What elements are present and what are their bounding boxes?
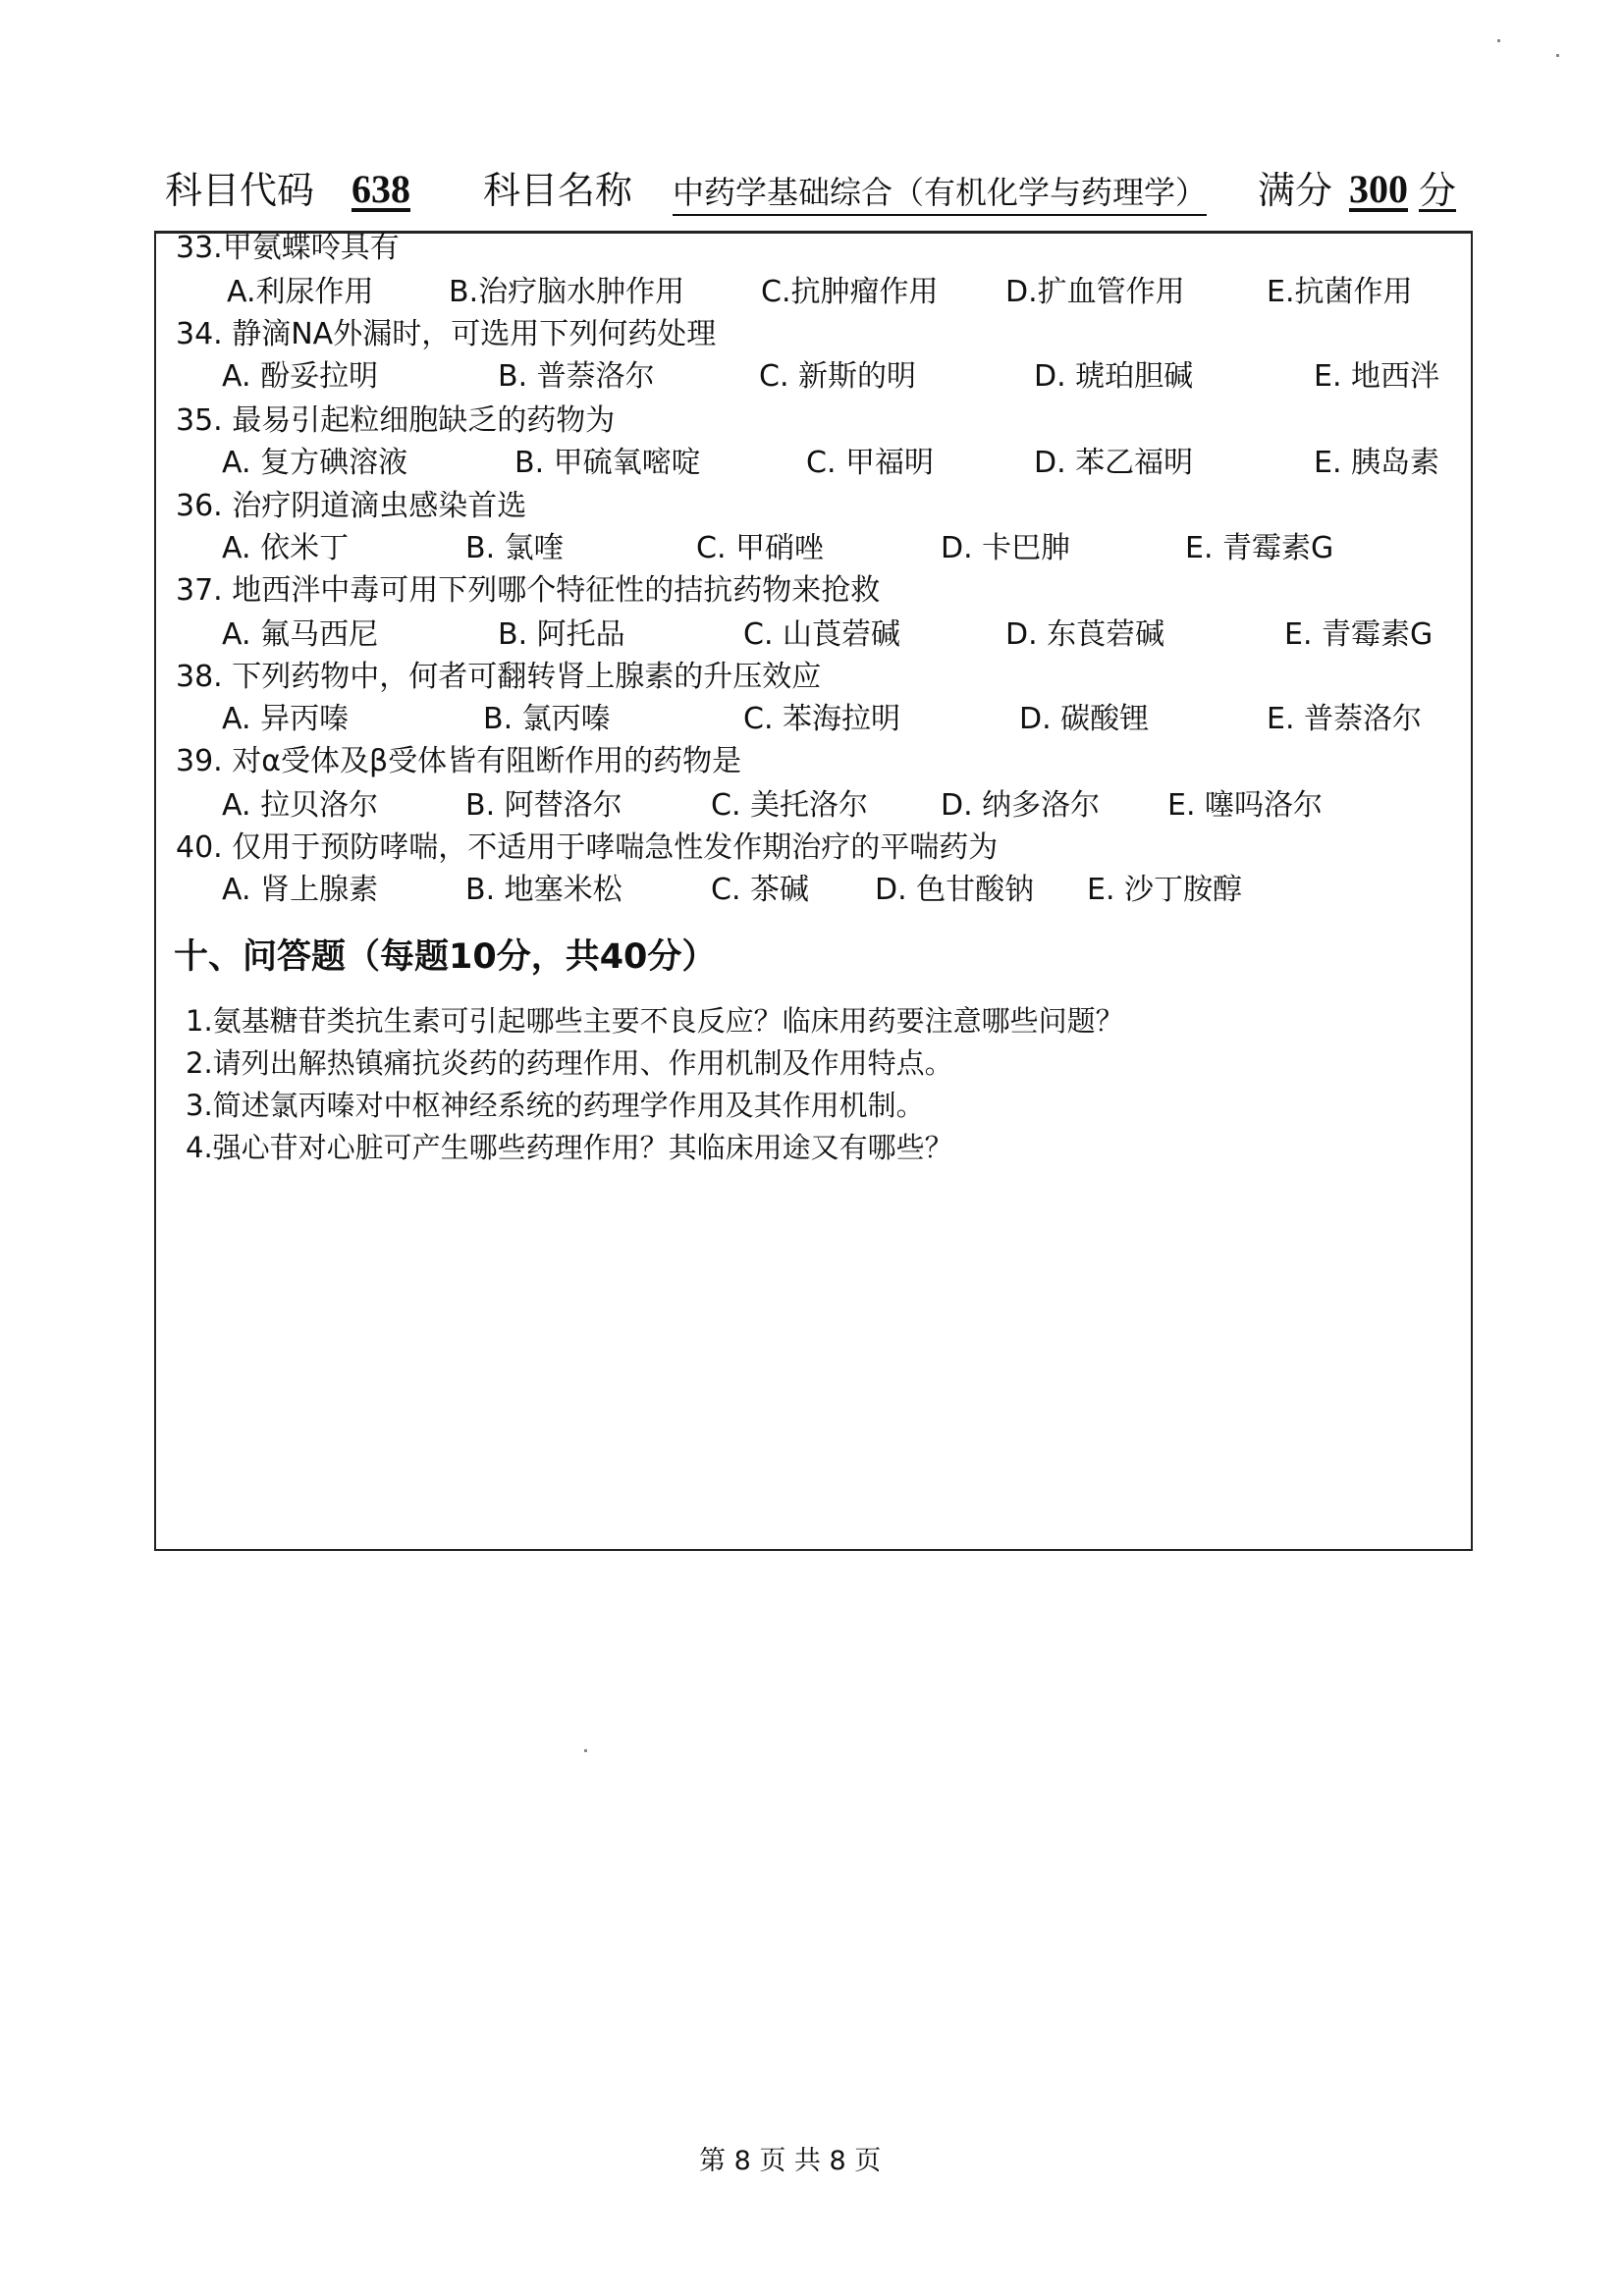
question-stem: 36. 治疗阴道滴虫感染首选 xyxy=(176,489,527,523)
subject-name: 中药学基础综合（有机化学与药理学） xyxy=(673,177,1207,216)
answer-option: A. 酚妥拉明 xyxy=(222,359,379,394)
answer-option: C. 茶碱 xyxy=(711,873,810,907)
answer-option: B. 普萘洛尔 xyxy=(498,359,655,394)
answer-option: A.利尿作用 xyxy=(227,275,374,309)
answer-option: D. 苯乙福明 xyxy=(1034,446,1194,480)
answer-option: A. 异丙嗪 xyxy=(222,702,350,736)
full-score-unit: 分 xyxy=(1419,169,1457,212)
answer-option: E. 青霉素G xyxy=(1185,531,1334,565)
answer-option: C. 苯海拉明 xyxy=(743,702,901,736)
answer-option: B. 阿托品 xyxy=(498,617,625,652)
answer-option: B. 甲硫氧嘧啶 xyxy=(514,446,701,480)
answer-option: E. 胰岛素 xyxy=(1314,446,1440,480)
answer-option: B. 地塞米松 xyxy=(465,873,622,907)
answer-option: B. 阿替洛尔 xyxy=(465,788,622,823)
answer-option: E. 地西泮 xyxy=(1314,359,1440,394)
question-stem: 37. 地西泮中毒可用下列哪个特征性的拮抗药物来抢救 xyxy=(176,573,881,608)
answer-option: D. 卡巴胂 xyxy=(941,531,1071,565)
full-score-label: 满分 xyxy=(1258,169,1333,212)
essay-question: 4.强心苷对心脏可产生哪些药理作用？其临床用途又有哪些？ xyxy=(186,1131,953,1164)
answer-option: B.治疗脑水肿作用 xyxy=(449,275,685,309)
essay-question: 1.氨基糖苷类抗生素可引起哪些主要不良反应？临床用药要注意哪些问题？ xyxy=(186,1004,1124,1038)
answer-option: B. 氯喹 xyxy=(465,531,564,565)
question-stem: 35. 最易引起粒细胞缺乏的药物为 xyxy=(176,403,616,438)
full-score: 300 xyxy=(1349,167,1408,211)
subject-code-label: 科目代码 xyxy=(165,169,315,212)
answer-option: A. 依米丁 xyxy=(222,531,350,565)
scan-speck xyxy=(584,1749,587,1752)
scan-speck xyxy=(1556,54,1559,57)
answer-option: E.抗菌作用 xyxy=(1267,275,1413,309)
answer-option: E. 普萘洛尔 xyxy=(1267,702,1423,736)
answer-option: A. 氟马西尼 xyxy=(222,617,379,652)
answer-option: D. 碳酸锂 xyxy=(1019,702,1150,736)
essay-question: 3.简述氯丙嗪对中枢神经系统的药理学作用及其作用机制。 xyxy=(186,1089,925,1122)
answer-option: D. 琥珀胆碱 xyxy=(1034,359,1194,394)
page-number: 第 8 页 共 8 页 xyxy=(699,2146,882,2176)
answer-option: D.扩血管作用 xyxy=(1005,275,1185,309)
subject-name-label: 科目名称 xyxy=(483,169,633,212)
question-stem: 39. 对α受体及β受体皆有阻断作用的药物是 xyxy=(176,744,742,778)
answer-option: C. 山莨菪碱 xyxy=(743,617,901,652)
answer-option: A. 拉贝洛尔 xyxy=(222,788,379,823)
answer-option: C. 甲硝唑 xyxy=(696,531,825,565)
answer-option: C. 新斯的明 xyxy=(759,359,917,394)
answer-option: B. 氯丙嗪 xyxy=(483,702,611,736)
answer-option: C.抗肿瘤作用 xyxy=(761,275,939,309)
essay-question: 2.请列出解热镇痛抗炎药的药理作用、作用机制及作用特点。 xyxy=(186,1046,953,1080)
question-stem: 40. 仅用于预防哮喘，不适用于哮喘急性发作期治疗的平喘药为 xyxy=(176,830,999,865)
answer-option: D. 色甘酸钠 xyxy=(875,873,1035,907)
answer-option: E. 青霉素G xyxy=(1284,617,1434,652)
section-title: 十、问答题（每题10分，共40分） xyxy=(174,937,717,977)
answer-option: D. 东莨菪碱 xyxy=(1005,617,1165,652)
answer-option: A. 复方碘溶液 xyxy=(222,446,408,480)
question-stem: 34. 静滴NA外漏时，可选用下列何药处理 xyxy=(176,317,717,351)
answer-option: C. 美托洛尔 xyxy=(711,788,869,823)
answer-option: D. 纳多洛尔 xyxy=(941,788,1101,823)
answer-option: A. 肾上腺素 xyxy=(222,873,379,907)
answer-option: E. 沙丁胺醇 xyxy=(1087,873,1243,907)
question-stem: 38. 下列药物中，何者可翻转肾上腺素的升压效应 xyxy=(176,660,822,694)
answer-option: E. 噻吗洛尔 xyxy=(1167,788,1324,823)
answer-option: C. 甲福明 xyxy=(806,446,935,480)
subject-code: 638 xyxy=(352,167,410,211)
question-stem: 33.甲氨蝶呤具有 xyxy=(176,231,400,265)
scan-speck xyxy=(1497,39,1500,42)
